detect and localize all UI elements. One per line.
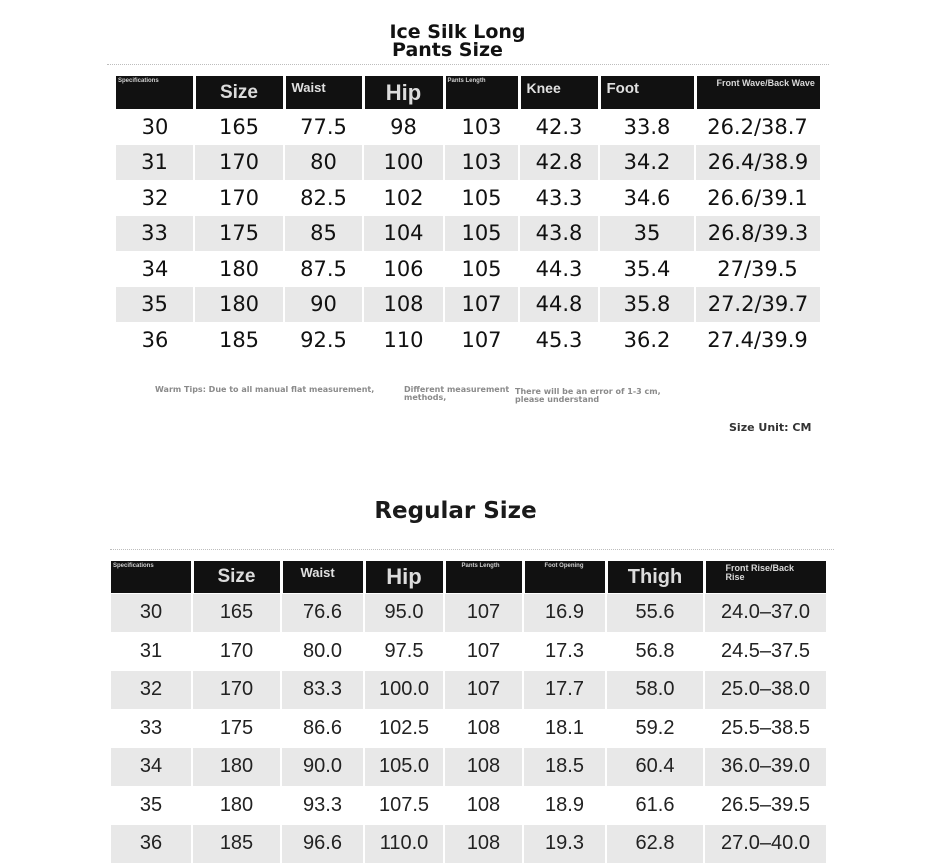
header-foot-opening: Foot Opening	[523, 561, 606, 594]
table-cell: 175	[194, 216, 284, 252]
table-cell: 27/39.5	[717, 256, 798, 281]
header-waist: Waist	[281, 561, 364, 594]
table-cell: 33	[111, 709, 192, 748]
table-cell: 60.4	[606, 748, 704, 787]
header-thigh: Thigh	[606, 561, 704, 594]
table-cell: 18.9	[523, 786, 606, 825]
table-cell: 34	[111, 748, 192, 787]
table-row	[116, 109, 820, 145]
regular-size-table	[111, 561, 826, 863]
table-cell: 107	[444, 671, 523, 710]
header-hip: Hip	[364, 561, 444, 594]
table-cell: 85	[284, 216, 363, 252]
table-cell: 59.2	[606, 709, 704, 748]
table-cell: 106	[383, 256, 424, 281]
table-cell: 44.8	[519, 287, 599, 323]
table-cell: 80	[284, 145, 363, 181]
table-cell: 87.5	[300, 256, 347, 281]
table-cell: 31	[111, 632, 192, 671]
table-cell: 56.8	[606, 632, 704, 671]
table-cell: 98	[390, 114, 417, 139]
table-cell: 36.0–39.0	[704, 748, 826, 787]
table-cell: 36	[141, 327, 169, 352]
table-cell: 33	[116, 216, 194, 252]
table-cell: 170	[192, 632, 281, 671]
table-cell: 33.8	[623, 114, 671, 139]
table-cell: 43.3	[535, 185, 583, 210]
table-cell: 185	[192, 825, 281, 863]
table-cell: 16.9	[523, 594, 606, 633]
header-knee: Knee	[519, 76, 599, 109]
header-pants-length: Pants Length	[444, 76, 519, 109]
table-row	[111, 825, 826, 863]
table-cell: 42.3	[535, 114, 583, 139]
table-row	[111, 748, 826, 787]
ice-silk-title-line2: Pants Size	[392, 39, 503, 61]
table-cell: 107	[444, 287, 519, 323]
table-cell: 165	[192, 594, 281, 633]
ice-silk-size-table	[116, 76, 820, 358]
table-row	[111, 709, 826, 748]
table-cell: 108	[444, 709, 523, 748]
table-cell: 86.6	[281, 709, 364, 748]
table-cell: 103	[444, 145, 519, 181]
table-cell: 82.5	[300, 185, 347, 210]
table-cell: 108	[363, 287, 444, 323]
table-cell: 105	[444, 216, 519, 252]
table-cell: 170	[194, 145, 284, 181]
table-cell: 61.6	[606, 786, 704, 825]
table-cell: 44.3	[535, 256, 583, 281]
warm-tips-part3: There will be an error of 1-3 cm, please understand	[515, 387, 661, 404]
table-header-row	[116, 76, 820, 109]
table-cell: 105.0	[364, 748, 444, 787]
table-row	[111, 671, 826, 710]
table-cell: 42.8	[519, 145, 599, 181]
table-cell: 27.2/39.7	[695, 287, 820, 323]
table-cell: 26.6/39.1	[707, 185, 808, 210]
table-cell: 35	[111, 786, 192, 825]
table-cell: 25.0–38.0	[704, 671, 826, 710]
table-cell: 25.5–38.5	[704, 709, 826, 748]
header-pants-length: Pants Length	[444, 561, 523, 594]
table-cell: 104	[363, 216, 444, 252]
table-cell: 100.0	[364, 671, 444, 710]
header-foot: Foot	[599, 76, 695, 109]
table-cell: 27.4/39.9	[707, 327, 808, 352]
header-specifications: Specifications	[116, 76, 194, 109]
table-cell: 36.2	[623, 327, 671, 352]
table-cell: 102.5	[364, 709, 444, 748]
table-cell: 76.6	[281, 594, 364, 633]
table-cell: 100	[363, 145, 444, 181]
table-row	[111, 632, 826, 671]
table-cell: 34.6	[623, 185, 671, 210]
table-cell: 34	[141, 256, 169, 281]
table-cell: 102	[383, 185, 424, 210]
ice-silk-title-line1: Ice Silk Long	[389, 21, 526, 43]
table-cell: 62.8	[606, 825, 704, 863]
table-cell: 185	[218, 327, 260, 352]
warm-tips-part2: Different measurement methods,	[404, 385, 510, 402]
table-cell: 26.2/38.7	[707, 114, 808, 139]
table-cell: 18.1	[523, 709, 606, 748]
table-row	[116, 180, 820, 216]
table-cell: 58.0	[606, 671, 704, 710]
table-cell: 35	[116, 287, 194, 323]
table-cell: 35	[599, 216, 695, 252]
ice-silk-title	[0, 22, 925, 60]
table-cell: 35.8	[599, 287, 695, 323]
table-cell: 24.5–37.5	[704, 632, 826, 671]
table-cell: 90.0	[281, 748, 364, 787]
header-front-wave-back-wave: Front Wave/Back Wave	[695, 76, 820, 109]
table-cell: 107	[444, 632, 523, 671]
table-row	[116, 216, 820, 252]
table-cell: 108	[444, 786, 523, 825]
table-row	[111, 594, 826, 633]
table-cell: 17.3	[523, 632, 606, 671]
table-cell: 35.4	[623, 256, 671, 281]
header-waist: Waist	[284, 76, 363, 109]
table-cell: 43.8	[519, 216, 599, 252]
table-cell: 92.5	[300, 327, 347, 352]
table-row	[116, 145, 820, 181]
table-cell: 170	[218, 185, 260, 210]
header-hip: Hip	[363, 76, 444, 109]
table-cell: 32	[111, 671, 192, 710]
table-cell: 18.5	[523, 748, 606, 787]
table-cell: 32	[141, 185, 169, 210]
table-cell: 45.3	[535, 327, 583, 352]
divider	[110, 549, 834, 550]
table-cell: 108	[444, 825, 523, 863]
table-cell: 110.0	[364, 825, 444, 863]
header-front-rise-back-rise: Front Rise/Back Rise	[704, 561, 826, 594]
table-cell: 34.2	[599, 145, 695, 181]
table-row	[116, 322, 820, 358]
table-cell: 83.3	[281, 671, 364, 710]
header-specifications: Specifications	[111, 561, 192, 594]
header-size: Size	[194, 76, 284, 109]
table-row	[111, 786, 826, 825]
regular-size-title: Regular Size	[374, 498, 537, 524]
table-cell: 107	[461, 327, 502, 352]
table-cell: 96.6	[281, 825, 364, 863]
table-cell: 180	[194, 287, 284, 323]
table-cell: 19.3	[523, 825, 606, 863]
warm-tips-part1: Warm Tips: Due to all manual flat measurement,	[155, 385, 375, 394]
table-cell: 175	[192, 709, 281, 748]
table-cell: 95.0	[364, 594, 444, 633]
table-cell: 105	[461, 256, 502, 281]
table-cell: 110	[383, 327, 424, 352]
table-cell: 36	[111, 825, 192, 863]
table-cell: 180	[218, 256, 260, 281]
table-header-row	[111, 561, 826, 594]
table-cell: 27.0–40.0	[704, 825, 826, 863]
table-cell: 105	[461, 185, 502, 210]
table-cell: 30	[141, 114, 169, 139]
table-cell: 17.7	[523, 671, 606, 710]
table-cell: 80.0	[281, 632, 364, 671]
table-row	[116, 251, 820, 287]
table-cell: 180	[192, 748, 281, 787]
table-cell: 30	[111, 594, 192, 633]
table-cell: 108	[444, 748, 523, 787]
table-cell: 77.5	[300, 114, 347, 139]
header-size: Size	[192, 561, 281, 594]
size-unit-label: Size Unit: CM	[729, 421, 812, 434]
table-cell: 90	[284, 287, 363, 323]
table-cell: 107.5	[364, 786, 444, 825]
table-cell: 107	[444, 594, 523, 633]
table-cell: 26.4/38.9	[695, 145, 820, 181]
table-cell: 26.8/39.3	[695, 216, 820, 252]
table-cell: 55.6	[606, 594, 704, 633]
divider	[107, 64, 829, 65]
table-cell: 31	[116, 145, 194, 181]
table-cell: 170	[192, 671, 281, 710]
table-row	[116, 287, 820, 323]
table-cell: 180	[192, 786, 281, 825]
table-cell: 26.5–39.5	[704, 786, 826, 825]
table-cell: 93.3	[281, 786, 364, 825]
table-cell: 24.0–37.0	[704, 594, 826, 633]
table-cell: 165	[218, 114, 260, 139]
table-cell: 97.5	[364, 632, 444, 671]
table-cell: 103	[461, 114, 502, 139]
